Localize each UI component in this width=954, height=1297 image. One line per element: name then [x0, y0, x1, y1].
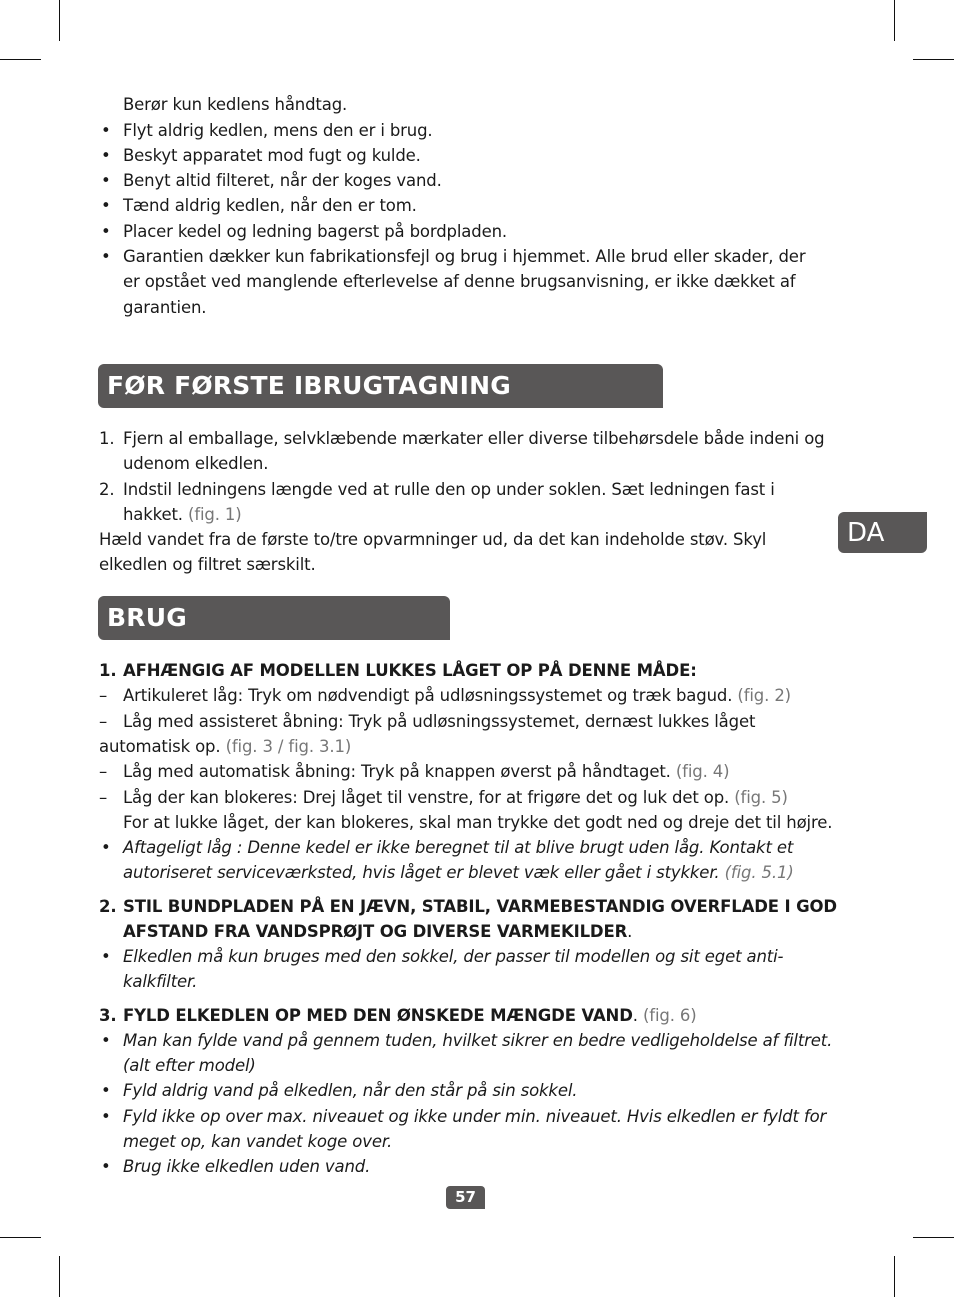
italic-note: Fyld aldrig vand på elkedlen, når den står på sin sokkel. [123, 1081, 578, 1100]
bullet-symbol: • [101, 1081, 111, 1100]
figure-reference: (fig. 3 / fig. 3.1) [225, 737, 352, 756]
warranty-line: Garantien dækker kun fabrikationsfejl og brug i hjemmet. Alle brud eller skader, der [123, 247, 806, 266]
bullet-symbol: • [101, 196, 111, 215]
intro-lead: Berør kun kedlens håndtag. [123, 95, 348, 114]
italic-note-text: autoriseret serviceværksted, hvis låget er blevet væk eller gået i stykker. [123, 863, 720, 882]
crop-mark [59, 0, 60, 41]
bullet-symbol: • [101, 146, 111, 165]
section-heading-usage: BRUG [98, 596, 450, 640]
italic-note: Brug ikke elkedlen uden vand. [123, 1157, 371, 1176]
figure-reference: (fig. 6) [643, 1006, 697, 1025]
language-tab: DA [838, 512, 927, 553]
lid-option [123, 788, 788, 808]
heading-number: 2. [99, 897, 117, 916]
figure-reference: (fig. 5) [734, 788, 788, 807]
italic-note: Aftageligt låg : Denne kedel er ikke beregnet til at blive brugt uden låg. Kontakt et [123, 838, 794, 857]
crop-mark [913, 1237, 954, 1238]
crop-mark [894, 1256, 895, 1297]
warranty-line: garantien. [123, 298, 207, 317]
intro-bullet: Placer kedel og ledning bagerst på bordpladen. [123, 222, 507, 241]
lid-option [123, 686, 791, 706]
heading-number: 3. [99, 1006, 117, 1025]
step-number: 1. [99, 429, 115, 448]
bullet-symbol: • [101, 121, 111, 140]
figure-reference: (fig. 1) [188, 505, 242, 524]
subheading: STIL BUNDPLADEN PÅ EN JÆVN, STABIL, VARMEBESTANDIG OVERFLADE I GOD [123, 897, 837, 916]
subheading-text: AFHÆNGIG AF MODELLEN LUKKES LÅGET OP PÅ DENNE MÅDE [123, 661, 691, 680]
note-text: Hæld vandet fra de første to/tre opvarmninger ud, da det kan indeholde støv. Skyl [99, 530, 767, 549]
lid-option: Låg med assisteret åbning: Tryk på udløsningssystemet, dernæst lukkes låget [123, 712, 756, 731]
bullet-symbol: • [101, 947, 111, 966]
subheading-dot: . [632, 1006, 638, 1025]
step-text [123, 505, 242, 525]
bullet-symbol: • [101, 171, 111, 190]
lid-option: For at lukke låget, der kan blokeres, skal man trykke det godt ned og dreje det til højre. [123, 813, 833, 832]
crop-mark [894, 0, 895, 41]
lid-option-text: Låg med automatisk åbning: Tryk på knappen øverst på håndtaget. [123, 762, 671, 781]
step-text-part: hakket. [123, 505, 183, 524]
italic-note: Elkedlen må kun bruges med den sokkel, der passer til modellen og sit eget anti- [123, 947, 784, 966]
subheading-text: AFSTAND FRA VANDSPRØJT OG DIVERSE VARMEKILDER [123, 922, 628, 941]
dash-symbol: – [99, 762, 108, 781]
heading-number: 1. [99, 661, 117, 680]
bullet-symbol: • [101, 1107, 111, 1126]
lid-option-text: Låg der kan blokeres: Drej låget til venstre, for at frigøre det og luk det op. [123, 788, 730, 807]
lid-option-text: automatisk op. [99, 737, 221, 756]
crop-mark [0, 59, 41, 60]
crop-mark [0, 1237, 41, 1238]
dash-symbol: – [99, 712, 108, 731]
intro-bullet: Flyt aldrig kedlen, mens den er i brug. [123, 121, 433, 140]
italic-note [123, 863, 794, 883]
subheading-text: FYLD ELKEDLEN OP MED DEN ØNSKEDE MÆNGDE VAND [123, 1006, 633, 1025]
step-number: 2. [99, 480, 115, 499]
section-heading-before-first-use: FØR FØRSTE IBRUGTAGNING [98, 364, 663, 408]
italic-note: meget op, kan vandet koge over. [123, 1132, 393, 1151]
bullet-symbol: • [101, 1031, 111, 1050]
bullet-symbol: • [101, 247, 111, 266]
italic-note: Man kan fylde vand på gennem tuden, hvilket sikrer en bedre vedligeholdelse af filtret. [123, 1031, 833, 1050]
note-text: elkedlen og filtret særskilt. [99, 555, 316, 574]
page-number: 57 [446, 1186, 485, 1209]
crop-mark [913, 59, 954, 60]
dash-symbol: – [99, 788, 108, 807]
subheading [123, 661, 697, 681]
figure-reference: (fig. 5.1) [724, 863, 794, 882]
subheading [123, 922, 632, 942]
lid-option-text: Artikuleret låg: Tryk om nødvendigt på udløsningssystemet og træk bagud. [123, 686, 733, 705]
step-text: udenom elkedlen. [123, 454, 269, 473]
figure-reference: (fig. 2) [737, 686, 791, 705]
lid-option [123, 762, 729, 782]
bullet-symbol: • [101, 222, 111, 241]
lid-option [99, 737, 351, 757]
dash-symbol: – [99, 686, 108, 705]
step-text: Indstil ledningens længde ved at rulle den op under soklen. Sæt ledningen fast i [123, 480, 775, 499]
intro-bullet: Benyt altid filteret, når der koges vand. [123, 171, 442, 190]
step-text: Fjern al emballage, selvklæbende mærkater eller diverse tilbehørsdele både indeni og [123, 429, 825, 448]
intro-bullet: Tænd aldrig kedlen, når den er tom. [123, 196, 417, 215]
crop-mark [59, 1256, 60, 1297]
italic-note: (alt efter model) [123, 1056, 256, 1075]
subheading-dot: . [627, 922, 633, 941]
figure-reference: (fig. 4) [675, 762, 730, 781]
italic-note: Fyld ikke op over max. niveauet og ikke under min. niveauet. Hvis elkedlen er fyldt for [123, 1107, 827, 1126]
intro-bullet: Beskyt apparatet mod fugt og kulde. [123, 146, 421, 165]
warranty-line: er opstået ved manglende efterlevelse af denne brugsanvisning, er ikke dækket af [123, 272, 796, 291]
italic-note: kalkfilter. [123, 972, 198, 991]
bullet-symbol: • [101, 838, 111, 857]
subheading-colon: : [690, 661, 697, 680]
bullet-symbol: • [101, 1157, 111, 1176]
subheading [123, 1006, 697, 1026]
